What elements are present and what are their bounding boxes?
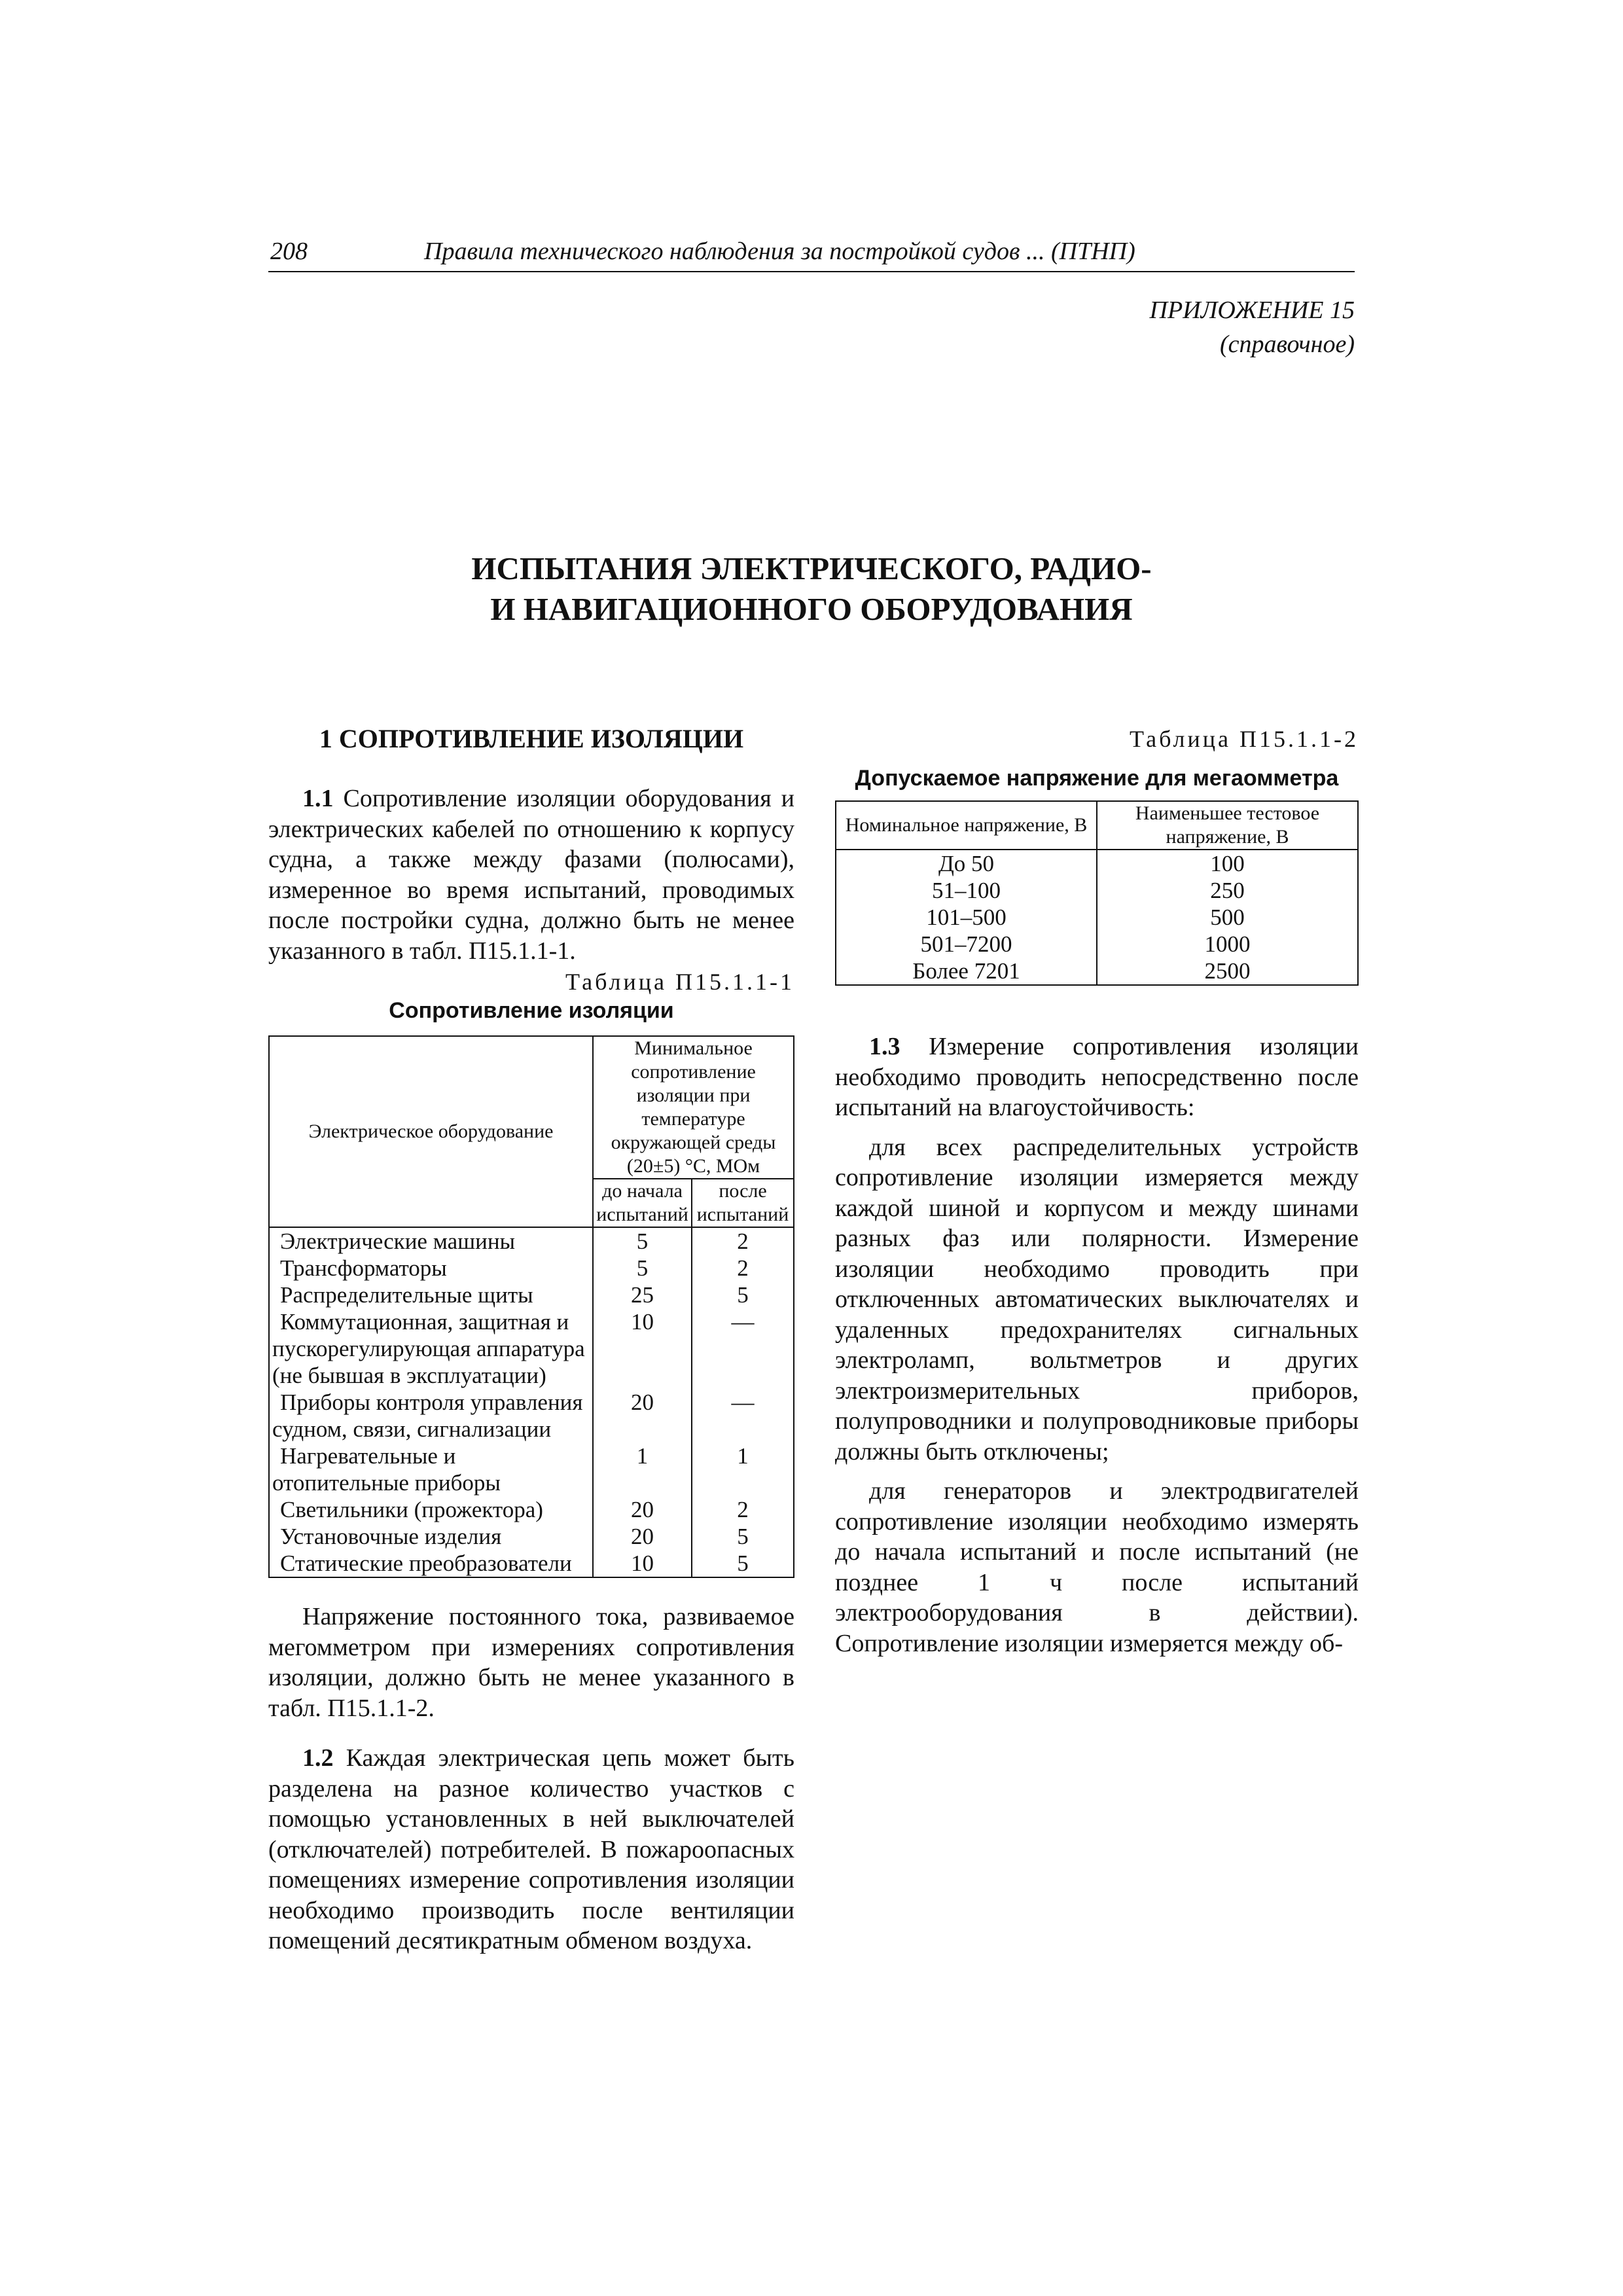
table-row [836,850,1358,877]
title-line-1: ИСПЫТАНИЯ ЭЛЕКТРИЧЕСКОГО, РАДИО- [471,550,1152,586]
paragraph-voltage: Напряжение постоянного тока, развиваемое мегомметром при измерениях сопротивления изоляции, должно быть не менее указанного в табл. П15.1.1-2. [268,1603,794,1722]
paragraph-1-3 [835,1031,1359,1123]
test-cell: 500 [1097,904,1358,931]
table-row [269,1227,794,1255]
table-2-name: Допускаемое напряжение для мегаомметра [855,766,1339,791]
table-row [269,1389,794,1443]
before-cell: 5 [593,1227,692,1255]
after-cell: — [692,1389,794,1443]
nominal-cell: Более 7201 [836,958,1097,985]
before-cell: 20 [593,1523,692,1550]
nominal-cell: 501–7200 [836,931,1097,958]
section-heading: 1 СОПРОТИВЛЕНИЕ ИЗОЛЯЦИИ [319,724,744,753]
before-cell: 10 [593,1550,692,1577]
table-1-name: Сопротивление изоляции [389,998,674,1023]
table-1-header-min: Минимальное сопротивление изоляции при температуре окружающей среды (20±5) °С, МОм [593,1036,794,1179]
clause-text: Сопротивление изоляции оборудования и электрических кабелей по отношению к корпусу судна, а также между фазами (полюсами), измеренное во время испытаний, проводимых после постройки судна, должно быть не менее указанного в табл. П15.1.1-1. [268,785,794,965]
clause-number: 1.3 [869,1033,901,1060]
appendix-label: ПРИЛОЖЕНИЕ 15 [1149,296,1355,324]
test-cell: 250 [1097,877,1358,904]
right-column [835,723,1359,1659]
equipment-cell: Распределительные щиты [269,1282,593,1308]
before-cell: 20 [593,1389,692,1443]
equipment-cell: Электрические машины [269,1227,593,1255]
left-column [268,723,794,1956]
equipment-cell: Трансформаторы [269,1255,593,1282]
table-row [836,877,1358,904]
after-cell: 2 [692,1227,794,1255]
nominal-cell: До 50 [836,850,1097,877]
table-row [269,1308,794,1389]
megohmmeter-voltage-table [835,800,1359,986]
appendix-note: (справочное) [1219,331,1355,358]
insulation-resistance-table [268,1035,794,1578]
table-row [836,931,1358,958]
before-cell: 5 [593,1255,692,1282]
page-number: 208 [270,238,308,265]
table-row [269,1550,794,1577]
paragraph-1-2 [268,1743,794,1956]
equipment-cell: Светильники (прожектора) [269,1496,593,1523]
before-cell: 20 [593,1496,692,1523]
header-rule [268,271,1355,272]
table-1-header-equipment: Электрическое оборудование [269,1036,593,1227]
nominal-cell: 101–500 [836,904,1097,931]
table-row [269,1443,794,1496]
table-row [269,1282,794,1308]
table-row [836,958,1358,985]
table-1-header-before: до начала испытаний [593,1179,692,1227]
before-cell: 25 [593,1282,692,1308]
after-cell: — [692,1308,794,1389]
table-row [269,1496,794,1523]
clause-text: Измерение сопротивления изоляции необходимо проводить непосредственно после испытаний на влагоустойчивость: [835,1033,1359,1121]
nominal-cell: 51–100 [836,877,1097,904]
after-cell: 1 [692,1443,794,1496]
equipment-cell: Коммутационная, защитная и пускорегулирующая аппаратура (не бывшая в эксплуатации) [269,1308,593,1389]
equipment-cell: Статические преобразователи [269,1550,593,1577]
clause-number: 1.1 [302,785,334,812]
clause-text: Каждая электрическая цепь может быть разделена на разное количество участков с помощью установленных в ней выключателей (отключателей) потребителей. В пожароопасных помещениях измерение сопротивления изоляции необходимо производить после вентиляции помещений десятикратным обменом воздуха. [268,1744,794,1954]
test-cell: 1000 [1097,931,1358,958]
table-1-header-after: после испытаний [692,1179,794,1227]
before-cell: 10 [593,1308,692,1389]
page-title [0,548,1623,630]
title-line-2: И НАВИГАЦИОННОГО ОБОРУДОВАНИЯ [490,591,1133,627]
table-2-caption: Таблица П15.1.1-2 [1130,726,1359,752]
after-cell: 2 [692,1496,794,1523]
after-cell: 5 [692,1550,794,1577]
test-cell: 2500 [1097,958,1358,985]
paragraph-1-1 [268,783,794,966]
paragraph-switchgear: для всех распределительных устройств сопротивление изоляции измеряется между каждой шиной и корпусом и между шинами разных фаз или полярности. Измерение изоляции необходимо проводить при отключенных автоматических выключателях и удаленных предохранителях сигнальных электроламп, вольтметров и других электроизмерительных приборов, полупроводники и полупроводниковые приборы должны быть отключены; [835,1133,1359,1465]
table-1-caption: Таблица П15.1.1-1 [565,969,794,995]
after-cell: 2 [692,1255,794,1282]
before-cell: 1 [593,1443,692,1496]
equipment-cell: Установочные изделия [269,1523,593,1550]
appendix-block [1150,293,1355,361]
after-cell: 5 [692,1523,794,1550]
equipment-cell: Приборы контроля управления судном, связи, сигнализации [269,1389,593,1443]
after-cell: 5 [692,1282,794,1308]
table-row [836,904,1358,931]
table-row [269,1255,794,1282]
paragraph-generators: для генераторов и электродвигателей сопротивление изоляции необходимо измерять до начала испытаний и после испытаний (не позднее 1 ч после испытаний электрооборудования в действии). Сопротивление изоляции измеряется между об- [835,1477,1359,1657]
table-2-header-test: Наименьшее тестовое напряжение, В [1097,801,1358,850]
running-title: Правила технического наблюдения за постройкой судов ... (ПТНП) [424,238,1135,265]
table-2-header-nominal: Номинальное напряжение, В [836,801,1097,850]
table-row [269,1523,794,1550]
clause-number: 1.2 [302,1744,334,1772]
test-cell: 100 [1097,850,1358,877]
equipment-cell: Нагревательные и отопительные приборы [269,1443,593,1496]
